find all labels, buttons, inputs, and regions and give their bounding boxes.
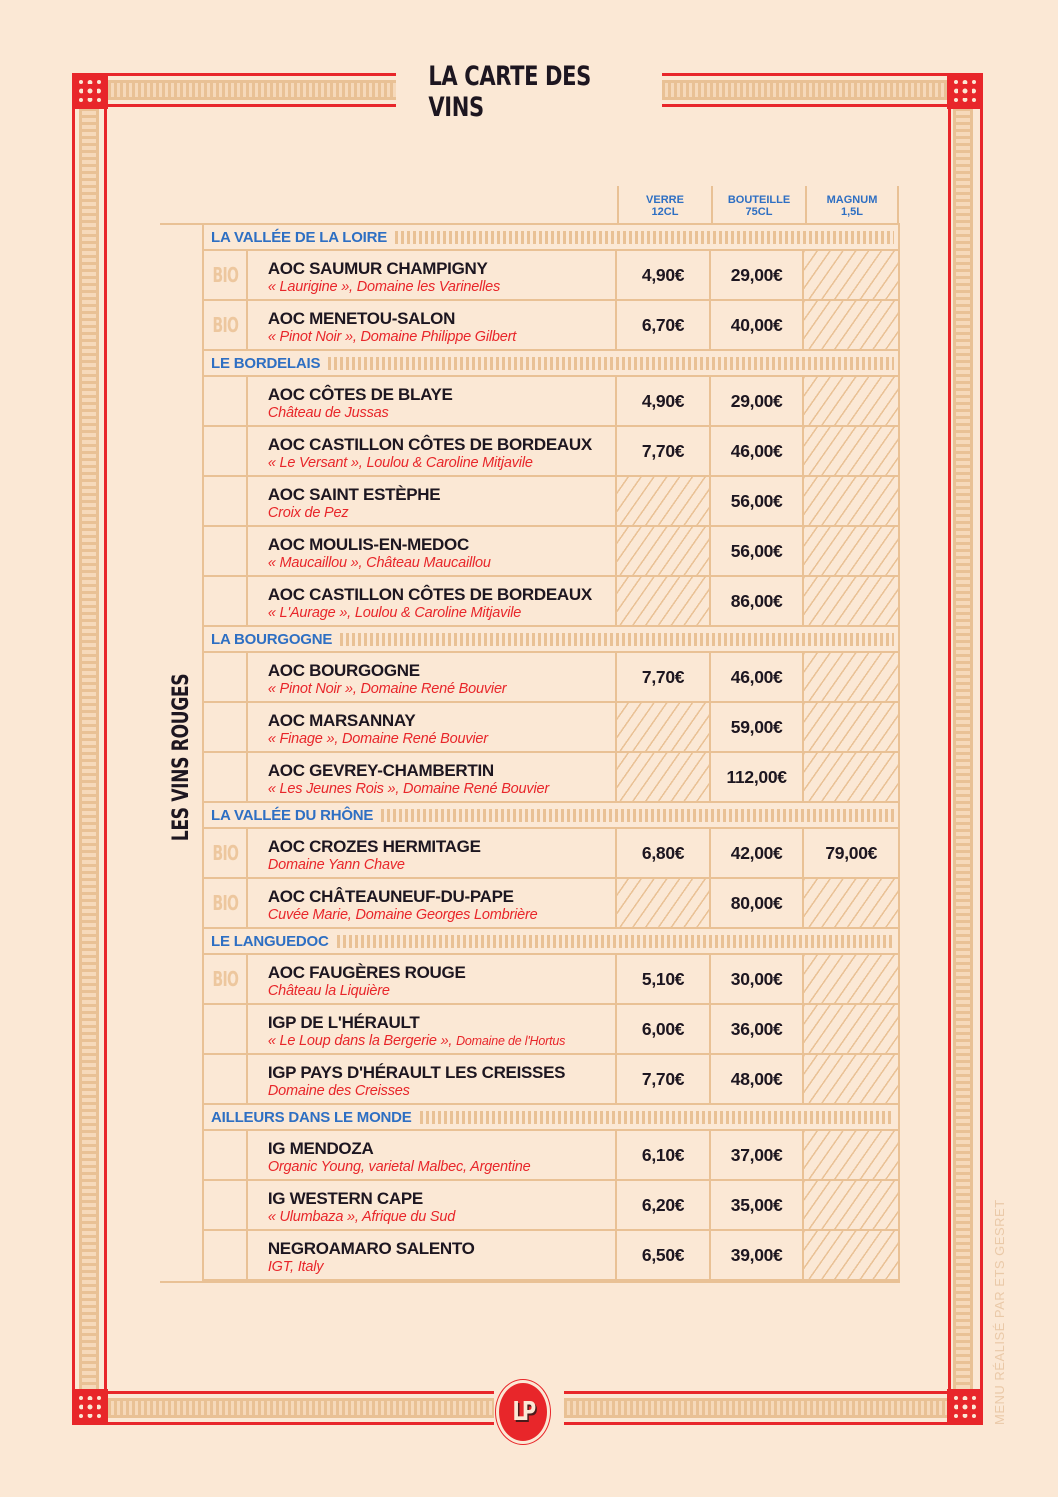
bio-cell bbox=[204, 377, 248, 425]
frame-line bbox=[72, 73, 75, 1425]
wine-producer bbox=[268, 982, 615, 1000]
price-magnum-unavailable bbox=[804, 577, 898, 625]
wine-name-cell bbox=[248, 251, 617, 299]
table-body bbox=[202, 225, 900, 1281]
bio-badge: BIO bbox=[212, 263, 238, 287]
bio-cell bbox=[204, 653, 248, 701]
section-divider-pattern bbox=[395, 231, 894, 244]
wine-name-cell bbox=[248, 427, 617, 475]
wine-row bbox=[204, 477, 898, 527]
wine-name: AOC SAINT ESTÈPHE bbox=[267, 485, 441, 504]
frame-line bbox=[662, 73, 983, 76]
bio-cell bbox=[204, 829, 248, 877]
frame-line bbox=[662, 104, 983, 107]
price-verre: 6,20€ bbox=[617, 1181, 711, 1229]
section-header bbox=[204, 225, 898, 251]
wine-name-cell bbox=[248, 1131, 617, 1179]
frame-line bbox=[564, 1391, 983, 1394]
price-magnum-unavailable bbox=[804, 301, 898, 349]
wine-row bbox=[204, 1005, 898, 1055]
wine-producer-text: « Finage », Domaine René Bouvier bbox=[267, 731, 488, 747]
section-header bbox=[204, 351, 898, 377]
price-magnum-unavailable bbox=[804, 427, 898, 475]
wine-name-cell bbox=[248, 1231, 617, 1279]
bio-badge: BIO bbox=[212, 967, 238, 991]
price-magnum-unavailable bbox=[804, 1231, 898, 1279]
wine-producer-text-small: Domaine de l'Hortus bbox=[456, 1034, 566, 1048]
wine-name: AOC FAUGÈRES ROUGE bbox=[267, 963, 466, 982]
wine-name-cell bbox=[248, 753, 617, 801]
wine-name: AOC SAUMUR CHAMPIGNY bbox=[267, 259, 488, 278]
wine-producer bbox=[268, 680, 615, 698]
frame-line bbox=[564, 1422, 983, 1425]
section-divider-pattern bbox=[381, 809, 894, 822]
price-magnum-unavailable bbox=[804, 879, 898, 927]
wine-name-cell bbox=[248, 301, 617, 349]
bio-cell bbox=[204, 251, 248, 299]
wine-producer-text: « Laurigine », Domaine les Varinelles bbox=[267, 279, 501, 295]
credit-text: MENU RÉALISÉ PAR ETS GESRET bbox=[992, 1199, 1007, 1425]
wine-name: AOC CÔTES DE BLAYE bbox=[267, 385, 453, 404]
price-bouteille: 29,00€ bbox=[711, 251, 805, 299]
price-verre: 6,10€ bbox=[617, 1131, 711, 1179]
price-magnum-unavailable bbox=[804, 1005, 898, 1053]
wine-producer-text: « Pinot Noir », Domaine René Bouvier bbox=[267, 681, 507, 697]
wine-name: NEGROAMARO SALENTO bbox=[267, 1239, 475, 1258]
bio-cell bbox=[204, 955, 248, 1003]
corner-ornament-icon bbox=[947, 73, 983, 109]
wine-row bbox=[204, 527, 898, 577]
wine-name-cell bbox=[248, 653, 617, 701]
wine-name: AOC BOURGOGNE bbox=[267, 661, 420, 680]
wine-name: AOC MENETOU-SALON bbox=[267, 309, 456, 328]
corner-ornament-icon bbox=[947, 1389, 983, 1425]
bio-cell bbox=[204, 1131, 248, 1179]
wine-producer bbox=[268, 1258, 615, 1276]
bio-cell bbox=[204, 427, 248, 475]
price-verre: 4,90€ bbox=[617, 377, 711, 425]
price-bouteille: 37,00€ bbox=[711, 1131, 805, 1179]
wine-name-cell bbox=[248, 879, 617, 927]
price-bouteille: 56,00€ bbox=[711, 527, 805, 575]
wine-row bbox=[204, 1055, 898, 1105]
wine-producer-text: « Le Versant », Loulou & Caroline Mitjavile bbox=[267, 455, 533, 471]
price-magnum-unavailable bbox=[804, 955, 898, 1003]
price-bouteille: 80,00€ bbox=[711, 879, 805, 927]
price-bouteille: 56,00€ bbox=[711, 477, 805, 525]
wine-name: IGP PAYS D'HÉRAULT LES CREISSES bbox=[267, 1063, 566, 1082]
wine-row bbox=[204, 377, 898, 427]
wine-name-cell bbox=[248, 477, 617, 525]
wine-name: AOC CHÂTEAUNEUF-DU-PAPE bbox=[267, 887, 514, 906]
bio-cell bbox=[204, 527, 248, 575]
price-bouteille: 42,00€ bbox=[711, 829, 805, 877]
price-magnum-unavailable bbox=[804, 753, 898, 801]
wine-name-cell bbox=[248, 1005, 617, 1053]
wine-name: AOC GEVREY-CHAMBERTIN bbox=[267, 761, 494, 780]
wine-name: AOC MARSANNAY bbox=[267, 711, 416, 730]
price-verre-unavailable bbox=[617, 753, 711, 801]
section-title: AILLEURS DANS LE MONDE bbox=[211, 1108, 412, 1126]
wine-row bbox=[204, 1131, 898, 1181]
frame-band bbox=[79, 108, 99, 1392]
wine-name: AOC CASTILLON CÔTES DE BORDEAUX bbox=[267, 435, 592, 454]
wine-row bbox=[204, 427, 898, 477]
frame-band bbox=[953, 108, 973, 1392]
wine-row bbox=[204, 577, 898, 627]
wine-name-cell bbox=[248, 577, 617, 625]
wine-producer bbox=[268, 856, 615, 874]
price-magnum-unavailable bbox=[804, 477, 898, 525]
price-verre: 7,70€ bbox=[617, 1055, 711, 1103]
table-header bbox=[160, 186, 900, 225]
price-bouteille: 36,00€ bbox=[711, 1005, 805, 1053]
wine-producer-text: Domaine Yann Chave bbox=[267, 857, 405, 873]
wine-name-cell bbox=[248, 703, 617, 751]
wine-producer-text: Domaine des Creisses bbox=[267, 1083, 410, 1099]
wine-producer-text: « Le Loup dans la Bergerie », bbox=[267, 1033, 457, 1049]
price-verre: 5,10€ bbox=[617, 955, 711, 1003]
price-bouteille: 86,00€ bbox=[711, 577, 805, 625]
price-magnum-unavailable bbox=[804, 527, 898, 575]
price-bouteille: 40,00€ bbox=[711, 301, 805, 349]
price-bouteille: 46,00€ bbox=[711, 427, 805, 475]
wine-row bbox=[204, 301, 898, 351]
frame-line bbox=[72, 104, 396, 107]
price-magnum-unavailable bbox=[804, 251, 898, 299]
frame-line bbox=[980, 73, 983, 1425]
wine-row bbox=[204, 1181, 898, 1231]
price-bouteille: 112,00€ bbox=[711, 753, 805, 801]
price-verre: 7,70€ bbox=[617, 653, 711, 701]
table-bottom-rule bbox=[160, 1281, 900, 1283]
frame-line bbox=[72, 73, 396, 76]
section-title: LA VALLÉE DU RHÔNE bbox=[211, 806, 374, 824]
wine-row bbox=[204, 879, 898, 929]
wine-row bbox=[204, 1231, 898, 1281]
wine-name: IG WESTERN CAPE bbox=[267, 1189, 423, 1208]
wine-name: AOC CROZES HERMITAGE bbox=[267, 837, 481, 856]
logo-badge bbox=[496, 1380, 550, 1444]
price-magnum-unavailable bbox=[804, 1131, 898, 1179]
wine-row bbox=[204, 955, 898, 1005]
wine-row bbox=[204, 703, 898, 753]
wine-producer bbox=[268, 906, 615, 924]
wine-row bbox=[204, 753, 898, 803]
wine-producer-text: IGT, Italy bbox=[267, 1259, 324, 1275]
column-header-bouteille: BOUTEILLE 75CL bbox=[711, 186, 805, 225]
wine-producer bbox=[268, 780, 615, 798]
section-header bbox=[204, 929, 898, 955]
section-divider-pattern bbox=[328, 357, 894, 370]
frame-line bbox=[72, 1422, 494, 1425]
bio-cell bbox=[204, 753, 248, 801]
section-divider-pattern bbox=[420, 1111, 894, 1124]
wine-name: IGP DE L'HÉRAULT bbox=[267, 1013, 420, 1032]
section-header bbox=[204, 803, 898, 829]
frame-band bbox=[564, 1398, 947, 1418]
price-magnum-unavailable bbox=[804, 1055, 898, 1103]
section-header bbox=[204, 1105, 898, 1131]
price-bouteille: 46,00€ bbox=[711, 653, 805, 701]
price-bouteille: 30,00€ bbox=[711, 955, 805, 1003]
section-title: LE BORDELAIS bbox=[211, 354, 321, 372]
column-header-verre: VERRE 12CL bbox=[617, 186, 711, 225]
bio-cell bbox=[204, 1231, 248, 1279]
price-verre-unavailable bbox=[617, 879, 711, 927]
bio-cell bbox=[204, 1181, 248, 1229]
wine-row bbox=[204, 829, 898, 879]
frame-band bbox=[662, 80, 947, 100]
section-divider-pattern bbox=[340, 633, 894, 646]
wine-producer-text: Organic Young, varietal Malbec, Argentine bbox=[267, 1159, 531, 1175]
frame-band bbox=[108, 80, 396, 100]
frame-line bbox=[104, 104, 107, 1394]
bio-badge: BIO bbox=[212, 891, 238, 915]
wine-name-cell bbox=[248, 1055, 617, 1103]
wine-producer bbox=[268, 278, 615, 296]
price-bouteille: 48,00€ bbox=[711, 1055, 805, 1103]
price-bouteille: 59,00€ bbox=[711, 703, 805, 751]
wine-price-table bbox=[160, 186, 900, 1283]
price-verre-unavailable bbox=[617, 703, 711, 751]
price-magnum-unavailable bbox=[804, 653, 898, 701]
bio-badge: BIO bbox=[212, 841, 238, 865]
wine-producer bbox=[268, 1158, 615, 1176]
wine-producer-text: « Les Jeunes Rois », Domaine René Bouvier bbox=[267, 781, 549, 797]
category-label: LES VINS ROUGES bbox=[168, 673, 194, 841]
section-title: LE LANGUEDOC bbox=[211, 932, 329, 950]
wine-producer bbox=[268, 604, 615, 622]
wine-producer bbox=[268, 1208, 615, 1226]
price-bouteille: 29,00€ bbox=[711, 377, 805, 425]
wine-producer bbox=[268, 554, 615, 572]
wine-producer bbox=[268, 1032, 615, 1050]
price-bouteille: 39,00€ bbox=[711, 1231, 805, 1279]
bio-cell bbox=[204, 477, 248, 525]
wine-producer-text: Château de Jussas bbox=[267, 405, 389, 421]
price-verre: 7,70€ bbox=[617, 427, 711, 475]
wine-producer-text: « Pinot Noir », Domaine Philippe Gilbert bbox=[267, 329, 517, 345]
column-header-magnum: MAGNUM 1,5L bbox=[805, 186, 899, 225]
wine-name-cell bbox=[248, 829, 617, 877]
price-verre: 4,90€ bbox=[617, 251, 711, 299]
wine-producer-text: Cuvée Marie, Domaine Georges Lombrière bbox=[267, 907, 538, 923]
wine-producer-text: Château la Liquière bbox=[267, 983, 390, 999]
price-verre: 6,80€ bbox=[617, 829, 711, 877]
wine-name-cell bbox=[248, 377, 617, 425]
wine-producer-text: Croix de Pez bbox=[267, 505, 349, 521]
price-magnum: 79,00€ bbox=[825, 842, 878, 863]
bio-cell bbox=[204, 1055, 248, 1103]
wine-producer-text: « L'Aurage », Loulou & Caroline Mitjavile bbox=[267, 605, 522, 621]
section-header bbox=[204, 627, 898, 653]
wine-name-cell bbox=[248, 1181, 617, 1229]
price-magnum-unavailable bbox=[804, 377, 898, 425]
price-bouteille: 35,00€ bbox=[711, 1181, 805, 1229]
bio-cell bbox=[204, 301, 248, 349]
bio-cell bbox=[204, 577, 248, 625]
frame-line bbox=[948, 104, 951, 1394]
page-title: LA CARTE DES VINS bbox=[428, 61, 591, 123]
wine-producer bbox=[268, 454, 615, 472]
bio-badge: BIO bbox=[212, 313, 238, 337]
bio-cell bbox=[204, 879, 248, 927]
price-verre: 6,70€ bbox=[617, 301, 711, 349]
wine-name: AOC CASTILLON CÔTES DE BORDEAUX bbox=[267, 585, 592, 604]
section-title: LA VALLÉE DE LA LOIRE bbox=[211, 228, 388, 246]
wine-name: IG MENDOZA bbox=[267, 1139, 374, 1158]
price-verre: 6,00€ bbox=[617, 1005, 711, 1053]
wine-producer-text: « Ulumbaza », Afrique du Sud bbox=[267, 1209, 456, 1225]
frame-line bbox=[72, 1391, 494, 1394]
bio-cell bbox=[204, 1005, 248, 1053]
bio-cell bbox=[204, 703, 248, 751]
wine-row bbox=[204, 251, 898, 301]
wine-producer bbox=[268, 404, 615, 422]
price-verre-unavailable bbox=[617, 477, 711, 525]
wine-producer bbox=[268, 328, 615, 346]
wine-name-cell bbox=[248, 955, 617, 1003]
corner-ornament-icon bbox=[72, 73, 108, 109]
wine-name-cell bbox=[248, 527, 617, 575]
price-magnum-unavailable bbox=[804, 1181, 898, 1229]
corner-ornament-icon bbox=[72, 1389, 108, 1425]
section-divider-pattern bbox=[337, 935, 894, 948]
wine-producer bbox=[268, 504, 615, 522]
frame-band bbox=[108, 1398, 494, 1418]
wine-producer bbox=[268, 1082, 615, 1100]
wine-row bbox=[204, 653, 898, 703]
price-verre: 6,50€ bbox=[617, 1231, 711, 1279]
wine-producer-text: « Maucaillou », Château Maucaillou bbox=[267, 555, 491, 571]
wine-producer bbox=[268, 730, 615, 748]
section-title: LA BOURGOGNE bbox=[211, 630, 333, 648]
wine-name: AOC MOULIS-EN-MEDOC bbox=[267, 535, 469, 554]
logo-text: LP bbox=[512, 1397, 534, 1427]
price-verre-unavailable bbox=[617, 527, 711, 575]
price-verre-unavailable bbox=[617, 577, 711, 625]
price-magnum-unavailable bbox=[804, 703, 898, 751]
